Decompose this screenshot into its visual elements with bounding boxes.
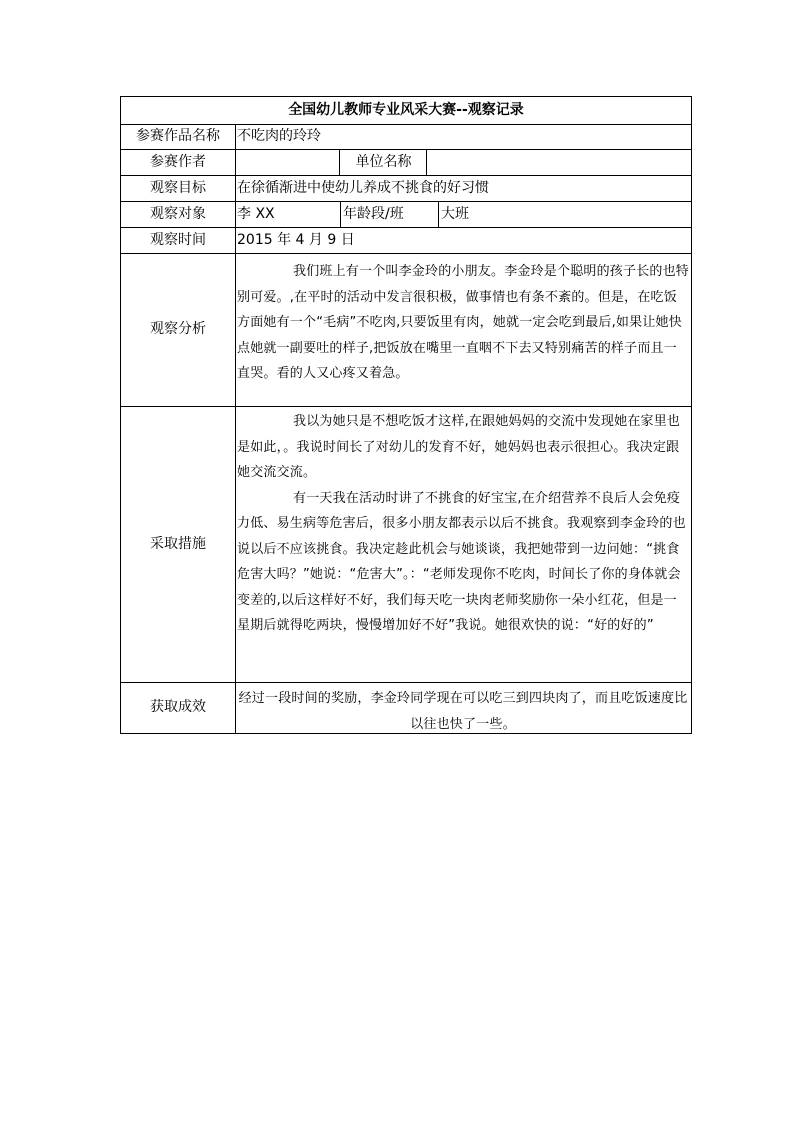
grid-line — [340, 201, 341, 227]
goal-value: 在徐循渐进中使幼儿养成不挑食的好习惯 — [237, 180, 489, 196]
grid-line — [426, 149, 427, 175]
measures-label: 采取措施 — [150, 536, 206, 552]
author-label: 参赛作者 — [150, 154, 206, 170]
age-group-label: 年龄段/班 — [343, 206, 404, 222]
analysis-text — [237, 259, 689, 387]
results-label: 获取成效 — [150, 699, 206, 715]
work-name-value: 不吃肉的玲玲 — [237, 128, 321, 144]
grid-line — [438, 201, 439, 227]
work-name-label: 参赛作品名称 — [136, 128, 220, 144]
time-value: 2015 年 4 月 9 日 — [237, 232, 355, 248]
results-text — [237, 686, 689, 737]
measures-paragraph: 我以为她只是不想吃饭才这样,在跟她妈妈的交流中发现她在家里也是如此，。我说时间长了对幼儿的发育不好，她妈妈也表示很担心。我决定跟她交流交流。 — [237, 414, 681, 480]
subject-value: 李 XX — [237, 206, 275, 222]
measures-paragraph: 有一天我在活动时讲了不挑食的好宝宝,在介绍营养不良后人会免疫力低、易生病等危害后，很多小朋友都表示以后不挑食。我观察到李金玲的也说以后不应该挑食。我决定趁此机会与她谈谈，我把她带到一边问她：“挑食危害大吗？”她说：“危害大”。：“老师发现你不吃肉，时间长了你的身体就会变差的,以后这样好不好，我们每天吃一块肉老师奖励你一朵小红花，但是一星期后就得吃两块，慢慢增加好不好”我说。她很欢快的说：“好的好的” — [237, 490, 686, 633]
grid-line — [235, 124, 236, 733]
analysis-paragraph: 我们班上有一个叫李金玲的小朋友。李金玲是个聪明的孩子长的也特别可爱。,在平时的活动中发言很积极，做事情也有条不紊的。但是，在吃饭方面她有一个“毛病”不吃肉,只要饭里有肉，她就一定会吃到最后,如果让她快点她就一副要吐的样子,把饭放在嘴里一直咽不下去又特别痛苦的样子而且一直哭。看的人又心疼又着急。 — [237, 264, 690, 381]
unit-label: 单位名称 — [355, 154, 412, 170]
form-title: 全国幼儿教师专业风采大赛--观察记录 — [288, 102, 524, 118]
age-group-value: 大班 — [441, 206, 469, 222]
subject-label: 观察对象 — [150, 206, 206, 222]
grid-line — [339, 149, 340, 175]
analysis-label: 观察分析 — [150, 321, 206, 337]
results-paragraph: 经过一段时间的奖励，李金玲同学现在可以吃三到四块肉了，而且吃饭速度比以往也快了一些。 — [238, 691, 688, 732]
goal-label: 观察目标 — [150, 180, 206, 196]
measures-text — [237, 409, 689, 639]
observation-record-table — [120, 96, 692, 734]
time-label: 观察时间 — [150, 232, 206, 248]
